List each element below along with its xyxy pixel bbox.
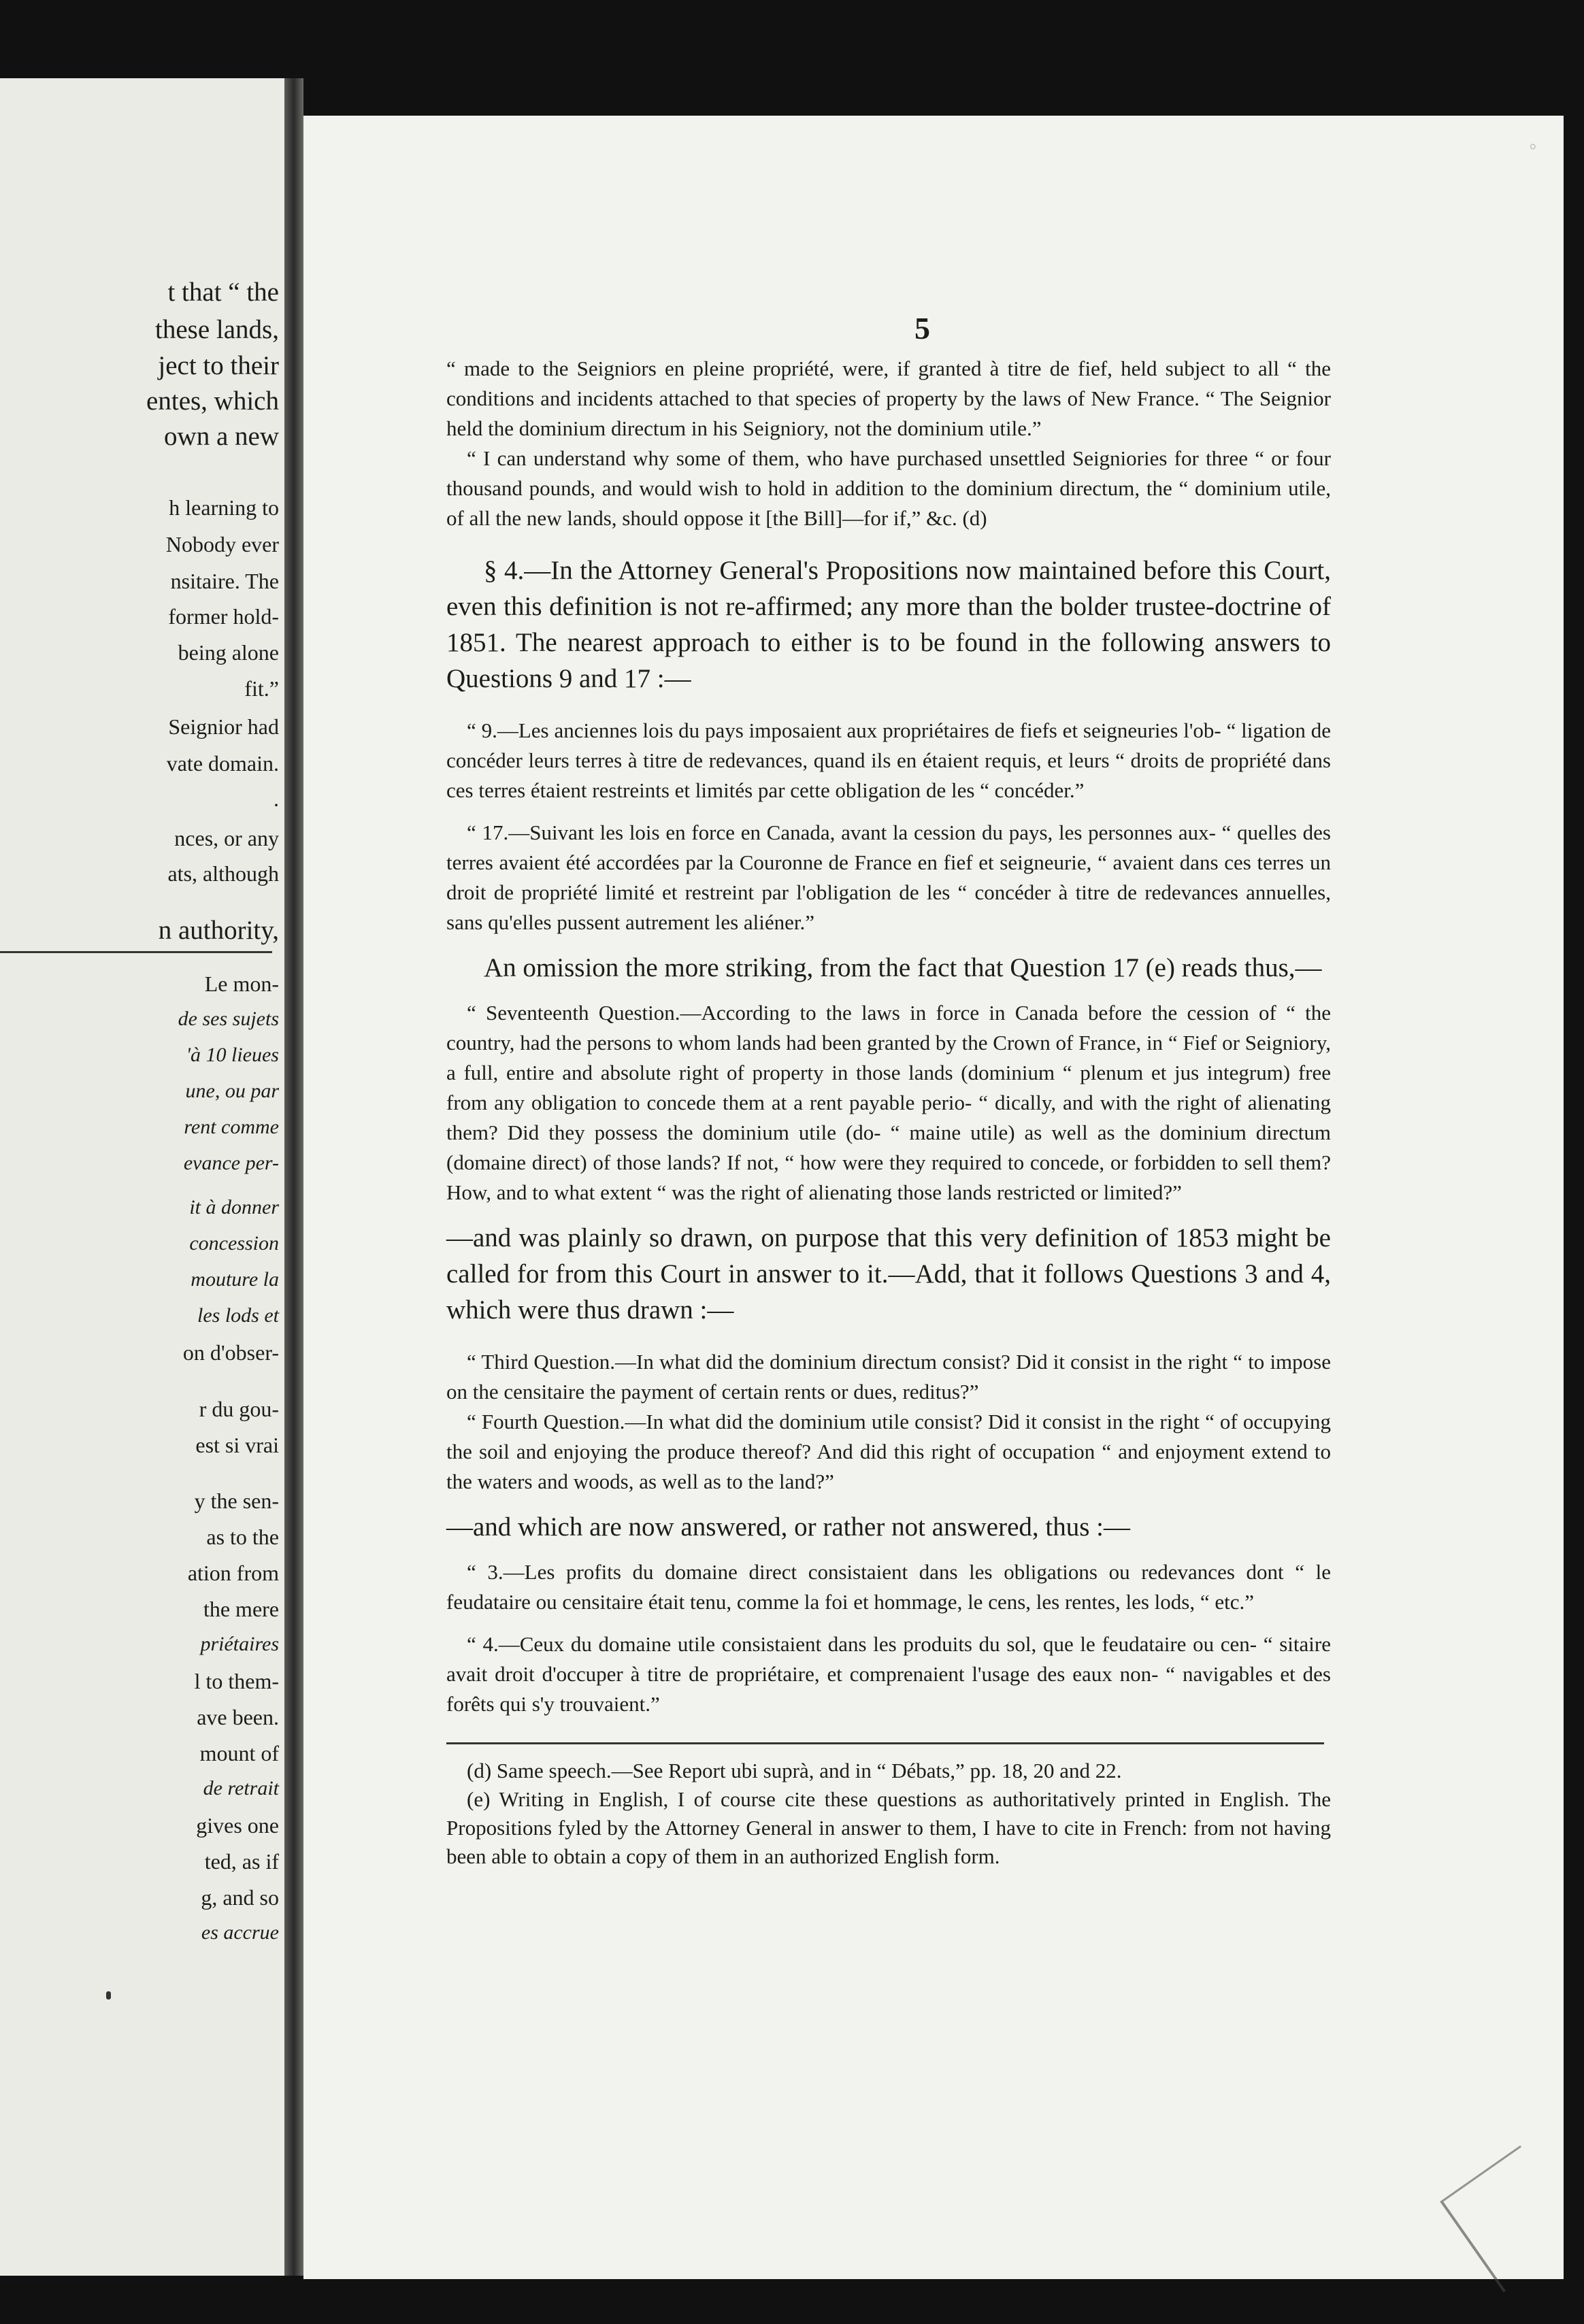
left-margin-text: de ses sujets: [178, 1008, 279, 1030]
left-margin-text: g, and so: [201, 1885, 279, 1910]
left-margin-text: gives one: [196, 1813, 279, 1838]
left-margin-text: r du gou-: [199, 1397, 279, 1421]
footnote-d: (d) Same speech.—See Report ubi suprà, and in “ Débats,” pp. 18, 20 and 22.: [467, 1759, 1122, 1782]
left-margin-text: nsitaire. The: [170, 569, 279, 593]
left-margin-text: ation from: [187, 1561, 279, 1585]
left-margin-text: these lands,: [155, 315, 279, 344]
left-margin-text: concession: [189, 1232, 279, 1255]
left-page-rule: [0, 951, 272, 953]
left-margin-text: est si vrai: [195, 1433, 279, 1457]
left-margin-text: une, ou par: [185, 1080, 279, 1102]
seventeenth-question: “ Seventeenth Question.—According to the laws in force in Canada before the cession of “ the country, had the persons to whom lands had been granted by the Crown of France, in “ Fief or Seigniory, a full, entire and absolute right of property in those lands (dominium “ plenum et jus integrum) free from any obligation to concede them at a rent payable perio- “ dically, and with the right of alienating them? Did they possess the dominium utile (do- “ maine utile) as well as the dominium directum (domaine direct) of those lands? If not, “ how were they required to concede, or forbidden to sell them? How, and to what extent “ was the right of alienating those lands restricted or limited?”: [446, 1001, 1331, 1204]
footnote-rule: [446, 1742, 1324, 1744]
fourth-question: “ Fourth Question.—In what did the dominium utile consist? Did it consist in the right “ of occupying the soil and enjoying the produce thereof? And did this right of occupation “ and enjoyment extend to the waters and woods, as well as to the land?”: [446, 1410, 1331, 1493]
left-margin-text: fit.”: [244, 676, 279, 701]
left-margin-text: as to the: [206, 1525, 279, 1549]
omission-paragraph: An omission the more striking, from the fact that Question 17 (e) reads thus,—: [484, 953, 1322, 982]
left-margin-text: n authority,: [158, 916, 279, 945]
left-margin-text: l to them-: [194, 1669, 279, 1693]
answer-9: “ 9.—Les anciennes lois du pays imposaient aux propriétaires de fiefs et seigneuries l'ob- “ ligation de concéder leurs terres à titre de redevances, quand ils en étaient requis, et leurs “ droits de propriété dans ces terres étaient restreints et limités par cette obligation de les “ concéder.”: [446, 718, 1331, 802]
section-4-paragraph: § 4.—In the Attorney General's Propositions now maintained before this Court, even this definition is not re-affirmed; any more than the bolder trustee-doctrine of 1851. The nearest approach to either is to be found in the following answers to Questions 9 and 17 :—: [446, 556, 1331, 693]
left-margin-text: entes, which: [146, 386, 279, 416]
left-page-fragment: [0, 78, 284, 2276]
left-margin-text: .: [274, 786, 279, 811]
left-margin-text: ject to their: [158, 351, 279, 380]
left-margin-text: ats, although: [167, 861, 279, 886]
left-margin-text: rent comme: [184, 1116, 279, 1138]
left-margin-text: former hold-: [168, 604, 279, 629]
left-margin-text: evance per-: [183, 1152, 279, 1174]
answered-paragraph: —and which are now answered, or rather not answered, thus :—: [446, 1512, 1131, 1542]
left-margin-text: Seignior had: [168, 714, 279, 739]
third-question: “ Third Question.—In what did the dominium directum consist? Did it consist in the right “ to impose on the censitaire the payment of certain rents or dues, reditus?”: [446, 1350, 1331, 1404]
left-margin-text: les lods et: [197, 1304, 279, 1327]
left-margin-text: h learning to: [169, 495, 279, 520]
page-number: 5: [914, 311, 930, 346]
left-margin-text: vate domain.: [166, 751, 279, 776]
left-margin-text: es accrue: [201, 1921, 279, 1944]
left-margin-text: nces, or any: [174, 826, 279, 850]
left-margin-text: y the sen-: [194, 1489, 279, 1513]
left-margin-text: priétaires: [200, 1633, 279, 1655]
answer-3: “ 3.—Les profits du domaine direct consistaient dans les obligations ou redevances dont “ le feudataire ou censitaire était tenu, comme la foi et hommage, le cens, les rentes, les lods, “ etc.”: [446, 1560, 1331, 1614]
corner-mark: °: [1529, 140, 1536, 160]
drawn-paragraph: —and was plainly so drawn, on purpose that this very definition of 1853 might be called for from this Court in answer to it.—Add, that it follows Questions 3 and 4, which were thus drawn :—: [446, 1223, 1331, 1325]
left-margin-text: 'à 10 lieues: [186, 1044, 279, 1066]
left-page-mark: [106, 1991, 111, 1999]
left-margin-text: mouture la: [191, 1268, 279, 1291]
quote-seigniors: “ made to the Seigniors en pleine propriété, were, if granted à titre de fief, held subject to all “ the conditions and incidents attached to that species of property by the laws of New France. “ The Seignior held the dominium directum in his Seigniory, not the dominium utile.”: [446, 356, 1331, 440]
left-margin-text: on d'obser-: [182, 1340, 279, 1365]
left-margin-text: ave been.: [197, 1705, 279, 1729]
page-text: [446, 354, 1331, 1871]
left-margin-text: the mere: [203, 1597, 279, 1621]
footnote-e: (e) Writing in English, I of course cite these questions as authoritatively printed in English. The Propositions fyled by the Attorney General in answer to them, I have to cite in French: from not having been able to obtain a copy of them in an authorized English form.: [446, 1787, 1331, 1868]
left-margin-text: Nobody ever: [165, 532, 279, 557]
left-margin-text: t that “ the: [167, 278, 279, 307]
quote-unsettled-seigniories: “ I can understand why some of them, who have purchased unsettled Seigniories for three “ or four thousand pounds, and would wish to hold in addition to the dominium directum, the “ dominium utile, of all the new lands, should oppose it [the Bill]—for if,” &c. (d): [446, 446, 1331, 530]
left-margin-text: Le mon-: [204, 972, 279, 996]
book-spine: [284, 78, 303, 2276]
left-margin-text: own a new: [164, 422, 279, 451]
left-margin-text: it à donner: [189, 1196, 279, 1218]
left-margin-text: mount of: [199, 1741, 279, 1765]
left-margin-text: being alone: [178, 640, 279, 665]
left-margin-text: de retrait: [203, 1777, 279, 1799]
answer-17: “ 17.—Suivant les lois en force en Canada, avant la cession du pays, les personnes aux- “ quelles des terres avaient été accordées par la Couronne de France en fief et seigneurie, “ avaient dans ces terres un droit de propriété limité et restreint par l'obligation de les “ concéder à titre de redevances annuelles, sans qu'elles pussent autrement les aliéner.”: [446, 820, 1331, 934]
left-margin-text: ted, as if: [204, 1849, 279, 1874]
answer-4: “ 4.—Ceux du domaine utile consistaient dans les produits du sol, que le feudataire ou cen- “ sitaire avait droit d'occuper à titre de propriétaire, et comprenaient l'usage des eaux non- “ navigables et des forêts qui s'y trouvaient.”: [446, 1632, 1331, 1716]
